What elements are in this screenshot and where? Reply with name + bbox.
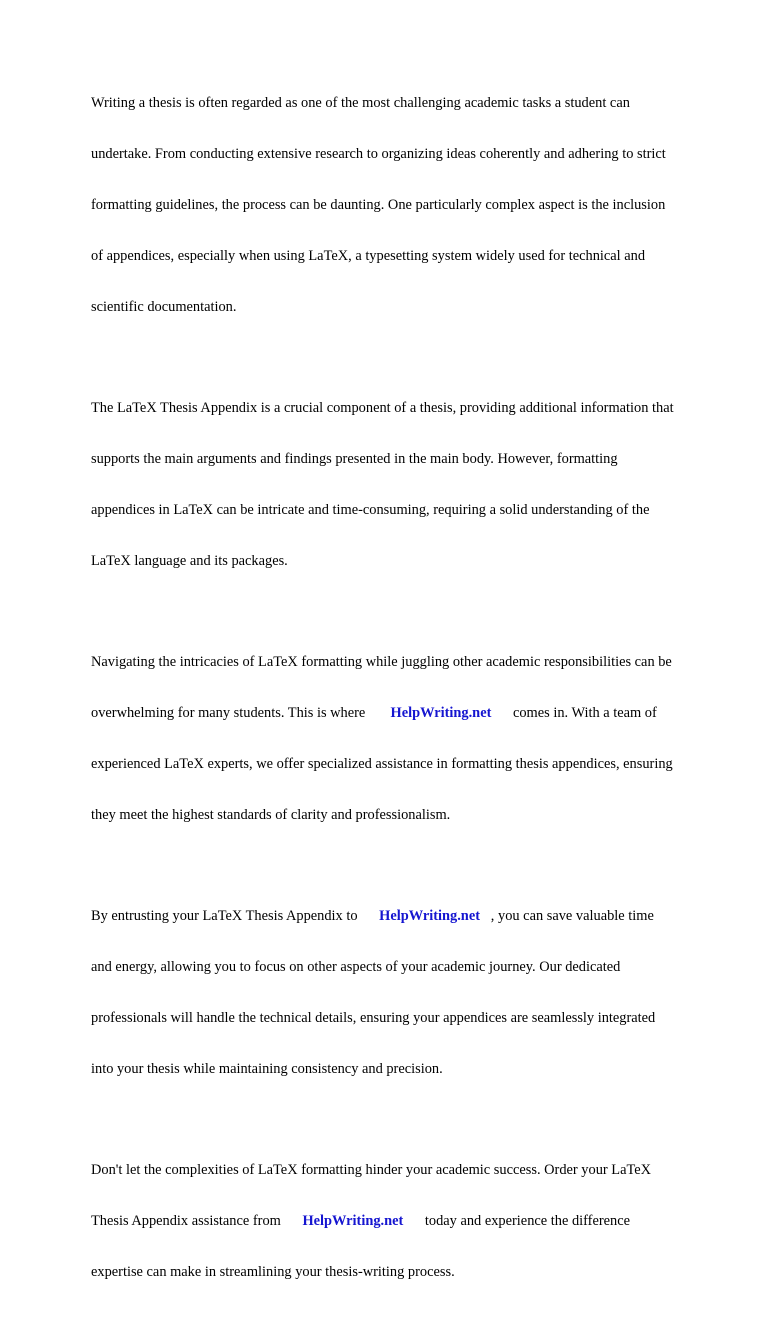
text-fragment: overwhelming for many students. This is where xyxy=(91,705,369,721)
text-line: LaTeX language and its packages. xyxy=(91,553,288,569)
text-line xyxy=(91,705,731,722)
text-line: and energy, allowing you to focus on other aspects of your academic journey. Our dedicated xyxy=(91,959,621,975)
text-line: scientific documentation. xyxy=(91,299,237,315)
text-fragment: comes in. With a team of xyxy=(509,705,657,721)
paragraph-entrusting xyxy=(91,874,731,1112)
text-line xyxy=(91,1213,731,1230)
helpwriting-link[interactable]: HelpWriting.net xyxy=(390,705,492,721)
text-line: expertise can make in streamlining your thesis-writing process. xyxy=(91,1264,455,1280)
text-line: Don't let the complexities of LaTeX formatting hinder your academic success. Order your LaTeX xyxy=(91,1162,652,1178)
helpwriting-link[interactable]: HelpWriting.net xyxy=(302,1213,404,1229)
helpwriting-link[interactable]: HelpWriting.net xyxy=(379,908,480,924)
text-line: Navigating the intricacies of LaTeX formatting while juggling other academic responsibilities can be xyxy=(91,654,672,670)
text-fragment: today and experience the difference xyxy=(421,1213,630,1229)
text-fragment: , you can save valuable time xyxy=(487,908,654,924)
text-fragment: Thesis Appendix assistance from xyxy=(91,1213,285,1229)
text-line: formatting guidelines, the process can be daunting. One particularly complex aspect is the inclusion xyxy=(91,197,666,213)
text-fragment: By entrusting your LaTeX Thesis Appendix to xyxy=(91,908,362,924)
paragraph-navigating xyxy=(91,620,731,858)
text-line xyxy=(91,908,731,925)
text-line: professionals will handle the technical details, ensuring your appendices are seamlessly integrated xyxy=(91,1010,656,1026)
text-line: undertake. From conducting extensive research to organizing ideas coherently and adhering to strict xyxy=(91,146,666,162)
paragraph-intro xyxy=(91,61,731,350)
text-line: into your thesis while maintaining consistency and precision. xyxy=(91,1061,443,1077)
text-line: appendices in LaTeX can be intricate and time-consuming, requiring a solid understanding of the xyxy=(91,502,650,518)
paragraph-appendix xyxy=(91,366,731,604)
text-line: Writing a thesis is often regarded as one of the most challenging academic tasks a student can xyxy=(91,95,630,111)
text-line: The LaTeX Thesis Appendix is a crucial component of a thesis, providing additional information that xyxy=(91,400,674,416)
text-line: of appendices, especially when using LaTeX, a typesetting system widely used for technical and xyxy=(91,248,646,264)
text-line: supports the main arguments and findings presented in the main body. However, formatting xyxy=(91,451,618,467)
text-line: experienced LaTeX experts, we offer specialized assistance in formatting thesis appendices, ensuring xyxy=(91,756,673,772)
paragraph-call-to-action xyxy=(91,1128,731,1315)
document-body xyxy=(91,61,731,1331)
text-line: they meet the highest standards of clarity and professionalism. xyxy=(91,807,451,823)
